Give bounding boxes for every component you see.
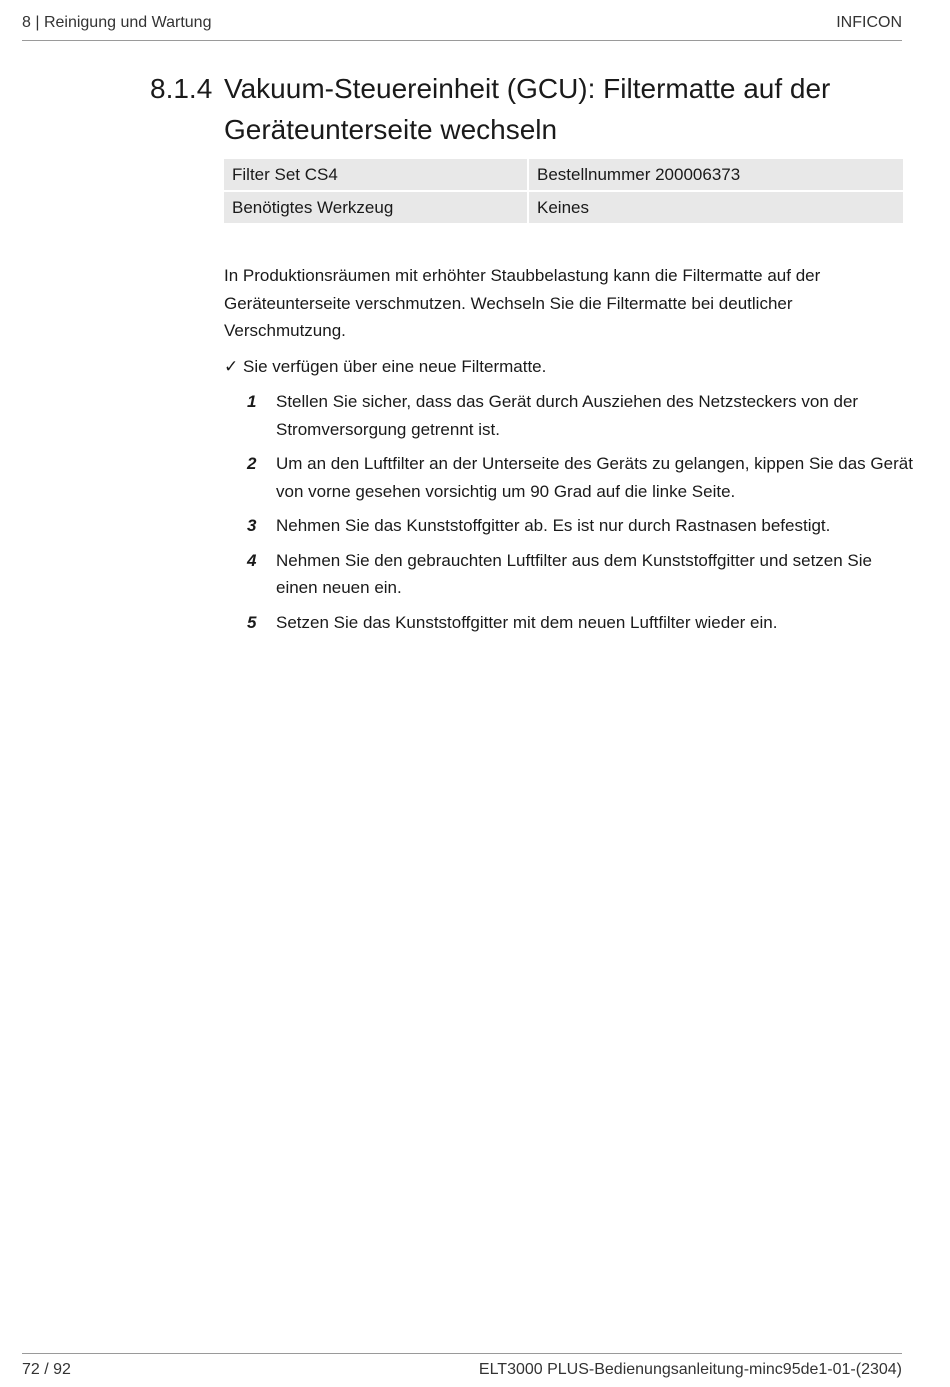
prerequisite <box>224 353 914 381</box>
page-number: 72 / 92 <box>22 1361 71 1378</box>
page-footer <box>22 1353 902 1384</box>
table-cell-value: Bestellnummer 200006373 <box>529 159 903 192</box>
table-cell-label: Filter Set CS4 <box>224 159 529 192</box>
step-text: Nehmen Sie das Kunststoffgitter ab. Es ist nur durch Rastnasen befestigt. <box>276 516 831 535</box>
list-item <box>224 609 914 637</box>
intro-paragraph: In Produktionsräumen mit erhöhter Staubbelastung kann die Filtermatte auf der Geräteunterseite verschmutzen. Wechseln Sie die Filtermatte bei deutlicher Verschmutzung. <box>224 266 821 340</box>
prerequisite-text: Sie verfügen über eine neue Filtermatte. <box>243 356 547 376</box>
section-number: 8.1.4 <box>150 73 213 104</box>
step-number: 2 <box>247 454 257 473</box>
table-cell-label: Benötigtes Werkzeug <box>224 192 529 225</box>
step-number: 5 <box>247 612 257 632</box>
header-section: 8 | Reinigung und Wartung <box>22 14 212 31</box>
info-table <box>224 159 903 225</box>
section-title: Vakuum-Steuereinheit (GCU): Filtermatte auf der Geräteunterseite wechseln <box>224 73 831 145</box>
step-text: Um an den Luftfilter an der Unterseite des Geräts zu gelangen, kippen Sie das Gerät von vorne gesehen vorsichtig um 90 Grad auf die linke Seite. <box>276 454 913 501</box>
list-item <box>224 388 914 443</box>
step-text: Stellen Sie sicher, dass das Gerät durch Ausziehen des Netzsteckers von der Stromversorgung getrennt ist. <box>276 392 859 439</box>
list-item <box>224 512 914 540</box>
step-number: 3 <box>247 516 257 535</box>
table-cell-value: Keines <box>529 192 903 225</box>
header-brand: INFICON <box>836 14 902 31</box>
checkmark-icon: ✓ <box>224 356 239 376</box>
step-number: 4 <box>247 550 257 570</box>
step-text: Nehmen Sie den gebrauchten Luftfilter aus dem Kunststoffgitter und setzen Sie einen neuen ein. <box>276 550 872 597</box>
document-id: ELT3000 PLUS-Bedienungsanleitung-minc95de1-01-(2304) <box>478 1361 902 1378</box>
table-row <box>224 159 903 192</box>
list-item <box>224 547 914 602</box>
step-text: Setzen Sie das Kunststoffgitter mit dem neuen Luftfilter wieder ein. <box>276 612 778 632</box>
table-row <box>224 192 903 225</box>
step-number: 1 <box>247 392 257 411</box>
page-header <box>22 12 902 41</box>
section-content <box>224 262 914 643</box>
step-list <box>224 388 914 636</box>
list-item <box>224 450 914 505</box>
